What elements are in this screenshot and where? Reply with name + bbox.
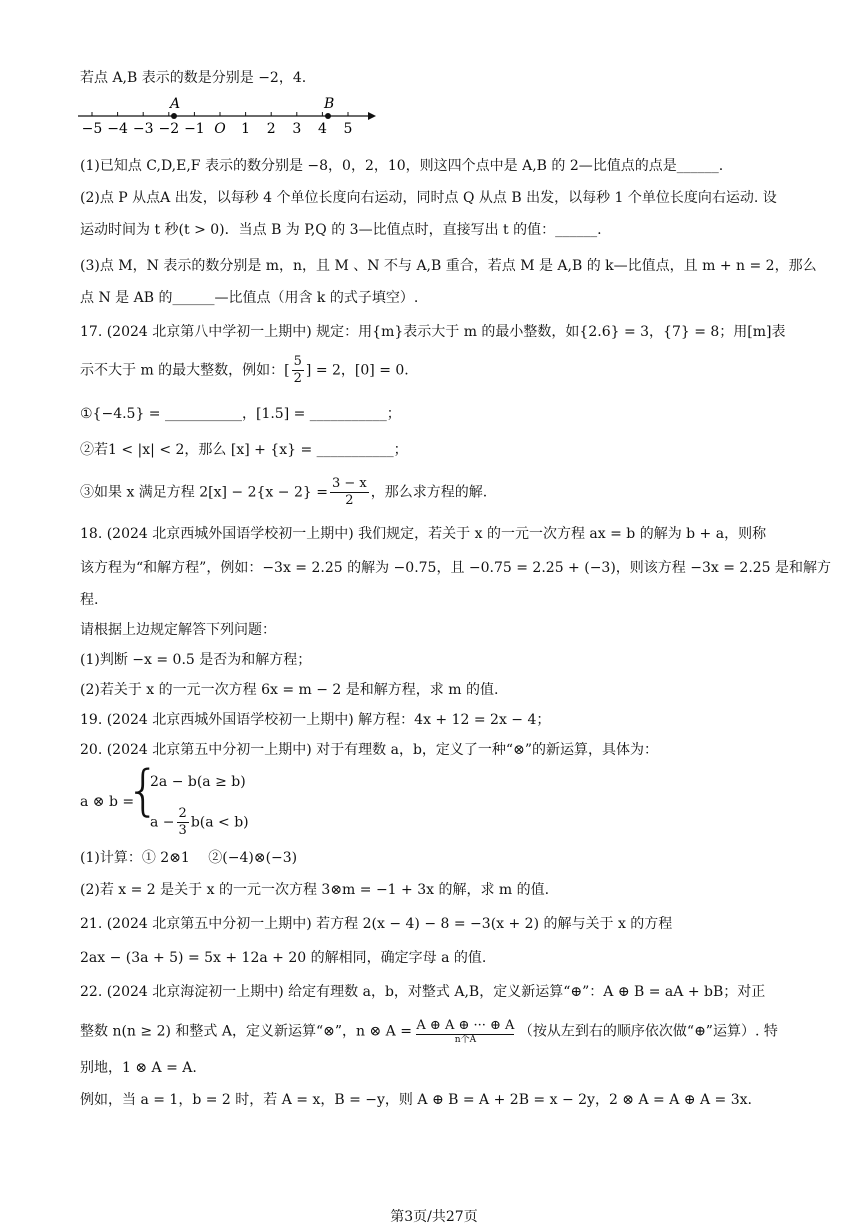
q22-line1: 22. (2024 北京海淀初一上期中) 给定有理数 a，b，对整式 A,B，定义新运算“⊕”：A ⊕ B = aA + bB；对正 (80, 984, 766, 1000)
q18-part2: (2)若关于 x 的一元一次方程 6x = m − 2 是和解方程，求 m 的值. (80, 682, 499, 698)
q20-line1: 20. (2024 北京第五中分初一上期中) 对于有理数 a，b，定义了一种“⊗”的新运算，具体为： (80, 742, 658, 758)
q22-line2: 整数 n(n ≥ 2) 和整式 A，定义新运算“⊗”，n ⊗ A = A ⊕ A ⊕ ··· ⊕ A n个A （按从左到右的顺序依次做“⊕”运算）. 特 (80, 1018, 778, 1045)
q17-sub1: ①{−4.5} = ___________，[1.5] = ___________； (80, 406, 401, 422)
tick-label: 3 (292, 121, 302, 136)
q17-sub3-b: ，那么求方程的解. (370, 484, 488, 501)
q16-part3-line2: 点 N 是 AB 的______—比值点（用含 k 的式子填空）. (80, 290, 419, 306)
q16-part2-line2: 运动时间为 t 秒(t > 0)．当点 B 为 P,Q 的 3—比值点时，直接写出 t 的值：______. (80, 222, 602, 238)
intro-text: 若点 A,B 表示的数是分别是 −2，4. (80, 70, 307, 86)
q17-sub3-a: ③如果 x 满足方程 2[x] − 2{x − 2} = (80, 484, 328, 501)
tick-label: 5 (343, 121, 353, 136)
q17-sub3 (80, 476, 487, 509)
q17-line2 (80, 354, 409, 387)
page-footer: 第3页/共27页 (390, 1209, 478, 1225)
q19-line1: 19. (2024 北京西城外国语学校初一上期中) 解方程：4x + 12 = 2x − 4； (80, 712, 551, 728)
q21-line1: 21. (2024 北京第五中分初一上期中) 若方程 2(x − 4) − 8 = −3(x + 2) 的解与关于 x 的方程 (80, 916, 673, 932)
number-line (78, 96, 378, 136)
q20-case2: a − $\frac{2}{3}$ b(a < b) (150, 806, 249, 838)
fraction-3-minus-x-over-2: $\frac{3 - x}{2}$ (331, 476, 367, 508)
fraction-2-3: $\frac{2}{3}$ (178, 806, 187, 838)
q17-sub2: ②若1 < |x| < 2，那么 [x] + {x} = ___________； (80, 442, 408, 458)
point-b-dot (325, 113, 331, 119)
q22-line4: 例如，当 a = 1，b = 2 时，若 A = x，B = −y，则 A ⊕ B = A + 2B = x − 2y，2 ⊗ A = A ⊕ A = 3x. (80, 1092, 752, 1108)
q16-part3-line1: (3)点 M，N 表示的数分别是 m，n，且 M 、N 不与 A,B 重合，若点 M 是 A,B 的 k—比值点，且 m + n = 2，那么 (80, 258, 817, 274)
q20-part1: (1)计算：① 2⊗1 ②(−4)⊗(−3) (80, 850, 298, 866)
q20-lhs: a ⊗ b = (80, 794, 135, 810)
q22-line3: 别地，1 ⊗ A = A. (80, 1060, 197, 1076)
point-b-label: B (324, 96, 335, 112)
tick-label: −1 (184, 121, 205, 136)
brace-icon: { (126, 759, 161, 822)
q18-line2: 该方程为“和解方程”，例如：−3x = 2.25 的解为 −0.75，且 −0.75 = 2.25 + (−3)，则该方程 −3x = 2.25 是和解方 (80, 560, 832, 576)
q16-part2-line1: (2)点 P 从点A 出发，以每秒 4 个单位长度向右运动，同时点 Q 从点 B 出发，以每秒 1 个单位长度向右运动. 设 (80, 190, 777, 206)
q21-line2: 2ax − (3a + 5) = 5x + 12a + 20 的解相同，确定字母 a 的值. (80, 950, 487, 966)
q18-line1: 18. (2024 北京西城外国语学校初一上期中) 我们规定，若关于 x 的一元一次方程 ax = b 的解为 b + a，则称 (80, 526, 767, 542)
q20-case1: 2a − b(a ≥ b) (150, 774, 246, 790)
q20-part2: (2)若 x = 2 是关于 x 的一元一次方程 3⊗m = −1 + 3x 的解，求 m 的值. (80, 882, 550, 898)
point-a-dot (171, 113, 177, 119)
q17-line1: 17. (2024 北京第八中学初一上期中) 规定：用{m}表示大于 m 的最小整数，如{2.6} = 3，{7} = 8；用[m]表 (80, 324, 786, 340)
q16-part1: (1)已知点 C,D,E,F 表示的数分别是 −8，0，2，10，则这四个点中是 A,B 的 2—比值点的点是______. (80, 158, 724, 174)
point-a-label: A (170, 96, 181, 112)
tick-label: 2 (266, 121, 276, 136)
tick-label: −3 (132, 121, 154, 136)
tick-label: −2 (158, 121, 180, 136)
q17-line2-a: 示不大于 m 的最大整数，例如：[ (80, 362, 290, 379)
q17-line2-b: ] = 2，[0] = 0. (305, 362, 409, 379)
tick-label: −5 (81, 121, 103, 136)
q18-part1: (1)判断 −x = 0.5 是否为和解方程； (80, 652, 312, 668)
underbrace-expression: A ⊕ A ⊕ ··· ⊕ A n个A (416, 1018, 515, 1045)
q18-line4: 请根据上边规定解答下列问题： (80, 622, 276, 638)
q18-line3: 程. (80, 592, 99, 608)
tick-label: O (214, 121, 226, 136)
tick-label: −4 (107, 121, 128, 136)
fraction-5-2: $\frac{5}{2}$ (293, 354, 302, 386)
tick-label: 4 (317, 121, 327, 136)
tick-label: 1 (241, 121, 251, 136)
